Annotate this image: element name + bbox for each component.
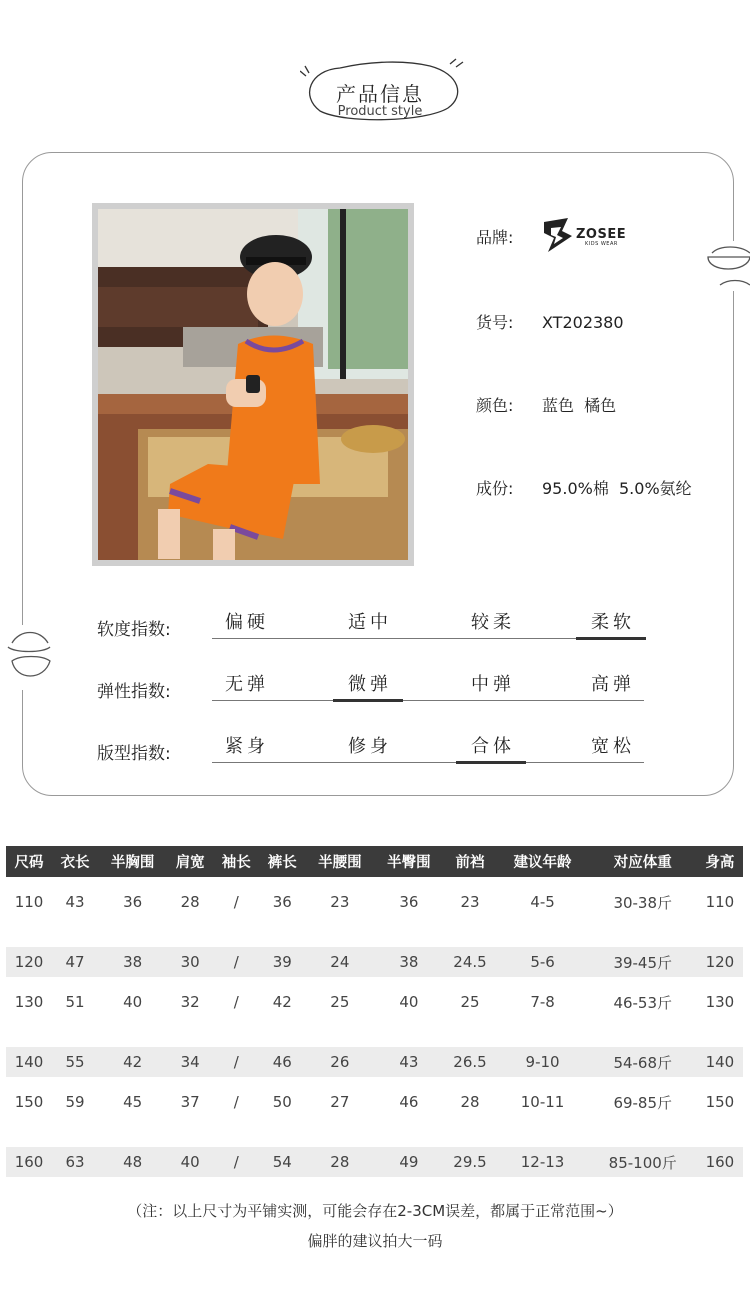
table-cell: 85-100斤 <box>589 1147 697 1177</box>
table-cell: / <box>213 947 259 977</box>
table-cell: 36 <box>123 893 143 911</box>
table-row <box>6 1047 743 1077</box>
table-cell: / <box>233 1093 239 1111</box>
table-cell: 38 <box>98 947 167 977</box>
table-row-spacer <box>6 1127 743 1147</box>
info-label-color: 颜色: <box>476 396 514 415</box>
table-cell: 46-53斤 <box>613 993 673 1012</box>
table-cell: 59 <box>65 1093 85 1111</box>
table-cell: 130 <box>14 993 44 1011</box>
size-table-header <box>6 846 743 877</box>
size-table-column-header: 对应体重 <box>589 846 697 877</box>
size-table <box>6 846 743 1177</box>
brand-tagline: KIDS WEAR <box>585 241 618 247</box>
table-cell: 5-6 <box>497 947 589 977</box>
table-cell: 42 <box>272 993 292 1011</box>
index-label: 软度指数: <box>97 620 171 640</box>
index-option: 宽松 <box>591 736 635 757</box>
table-cell: 40 <box>399 993 419 1011</box>
table-cell: 42 <box>98 1047 167 1077</box>
table-cell: 29.5 <box>443 1147 496 1177</box>
size-table-column-header: 尺码 <box>6 846 52 877</box>
size-table-column-header: 肩宽 <box>167 846 213 877</box>
table-cell: 34 <box>167 1047 213 1077</box>
table-cell: 26.5 <box>443 1047 496 1077</box>
index-option: 高弹 <box>591 674 635 695</box>
measurement-note: （注：以上尺寸为平铺实测，可能会存在2-3CM误差，都属于正常范围~） <box>127 1202 623 1220</box>
table-cell: 45 <box>123 1093 143 1111</box>
table-row <box>6 1077 743 1127</box>
index-option: 中弹 <box>471 674 515 695</box>
index-option: 柔软 <box>591 612 635 633</box>
size-table-body <box>6 877 743 1177</box>
size-table-column-header: 半臀围 <box>374 846 443 877</box>
table-cell: 120 <box>6 947 52 977</box>
table-cell: 30 <box>167 947 213 977</box>
table-cell: 49 <box>374 1147 443 1177</box>
index-option: 修身 <box>348 736 392 757</box>
index-label: 弹性指数: <box>97 682 171 702</box>
table-cell: 50 <box>272 1093 292 1111</box>
table-cell: 43 <box>65 893 85 911</box>
size-table-column-header: 半胸围 <box>98 846 167 877</box>
table-cell: 28 <box>460 1093 480 1111</box>
size-table-column-header: 衣长 <box>52 846 98 877</box>
index-option: 无弹 <box>225 674 269 695</box>
table-cell: 110 <box>705 893 735 911</box>
table-cell: 37 <box>180 1093 200 1111</box>
table-cell: / <box>233 893 239 911</box>
left-crescent-decoration <box>4 625 54 690</box>
info-value-color: 蓝色 橘色 <box>542 396 617 415</box>
index-option: 紧身 <box>225 736 269 757</box>
table-cell: 40 <box>167 1147 213 1177</box>
table-cell: 39 <box>259 947 305 977</box>
index-scale-line <box>212 700 644 701</box>
table-cell: 110 <box>14 893 44 911</box>
index-selected-marker <box>576 637 646 640</box>
index-scale-line <box>212 762 644 763</box>
index-selected-marker <box>333 699 403 702</box>
table-cell: 30-38斤 <box>613 893 673 912</box>
table-cell: / <box>233 993 239 1011</box>
brand-logo-icon <box>541 216 575 256</box>
size-table-column-header: 前裆 <box>443 846 496 877</box>
index-label: 版型指数: <box>97 744 171 764</box>
table-cell: 130 <box>705 993 735 1011</box>
table-cell: 150 <box>14 1093 44 1111</box>
table-cell: 24 <box>305 947 374 977</box>
table-cell: 54-68斤 <box>589 1047 697 1077</box>
table-cell: 54 <box>259 1147 305 1177</box>
table-cell: 43 <box>374 1047 443 1077</box>
header-subtitle: Product style <box>337 104 423 119</box>
info-label-item-number: 货号: <box>476 313 514 332</box>
table-cell: 120 <box>697 947 743 977</box>
info-label-material: 成份: <box>476 479 514 498</box>
table-row-spacer <box>6 927 743 947</box>
table-cell: / <box>213 1147 259 1177</box>
info-label-brand: 品牌: <box>476 228 514 247</box>
index-option: 偏硬 <box>225 612 269 633</box>
size-table-column-header: 袖长 <box>213 846 259 877</box>
table-cell: 47 <box>52 947 98 977</box>
size-table-column-header: 半腰围 <box>305 846 374 877</box>
table-cell: 51 <box>65 993 85 1011</box>
table-cell: 160 <box>697 1147 743 1177</box>
right-crescent-decoration <box>700 235 750 295</box>
table-cell: / <box>213 1047 259 1077</box>
table-cell: 23 <box>460 893 480 911</box>
table-row <box>6 877 743 927</box>
table-cell: 46 <box>259 1047 305 1077</box>
table-cell: 12-13 <box>497 1147 589 1177</box>
info-value-material: 95.0%棉 5.0%氨纶 <box>542 479 692 498</box>
index-selected-marker <box>456 761 526 764</box>
table-cell: 46 <box>399 1093 419 1111</box>
table-cell: 38 <box>374 947 443 977</box>
size-table-column-header: 身高 <box>697 846 743 877</box>
size-table-column-header: 建议年龄 <box>497 846 589 877</box>
section-header <box>300 56 460 126</box>
index-option: 微弹 <box>348 674 392 695</box>
product-photo-illustration <box>98 209 408 560</box>
table-cell: 36 <box>272 893 292 911</box>
table-row <box>6 1147 743 1177</box>
table-row <box>6 947 743 977</box>
brand-name: ZOSEE <box>576 227 627 242</box>
index-option: 较柔 <box>471 612 515 633</box>
table-cell: 25 <box>330 993 350 1011</box>
table-cell: 48 <box>98 1147 167 1177</box>
table-cell: 10-11 <box>520 1093 565 1111</box>
table-cell: 36 <box>399 893 419 911</box>
header-title: 产品信息 <box>336 82 424 106</box>
table-cell: 40 <box>123 993 143 1011</box>
table-cell: 69-85斤 <box>613 1093 673 1112</box>
brand-logo <box>541 214 641 258</box>
size-advice-note: 偏胖的建议拍大一码 <box>307 1232 443 1250</box>
index-option: 合体 <box>471 736 515 757</box>
table-cell: 24.5 <box>443 947 496 977</box>
table-cell: 39-45斤 <box>589 947 697 977</box>
table-cell: 27 <box>330 1093 350 1111</box>
table-cell: 150 <box>705 1093 735 1111</box>
table-cell: 9-10 <box>497 1047 589 1077</box>
table-row-spacer <box>6 1027 743 1047</box>
product-photo <box>92 203 414 566</box>
size-table-column-header: 裤长 <box>259 846 305 877</box>
info-row-brand <box>476 225 542 248</box>
info-row-color <box>476 393 616 416</box>
table-row <box>6 977 743 1027</box>
table-cell: 28 <box>305 1147 374 1177</box>
table-cell: 28 <box>180 893 200 911</box>
table-cell: 63 <box>52 1147 98 1177</box>
table-cell: 4-5 <box>530 893 555 911</box>
table-cell: 7-8 <box>530 993 555 1011</box>
table-cell: 25 <box>460 993 480 1011</box>
table-cell: 160 <box>6 1147 52 1177</box>
info-row-material <box>476 476 692 499</box>
table-cell: 26 <box>305 1047 374 1077</box>
info-row-item-number <box>476 310 624 333</box>
table-cell: 32 <box>180 993 200 1011</box>
table-cell: 55 <box>52 1047 98 1077</box>
table-cell: 140 <box>697 1047 743 1077</box>
info-value-item-number: XT202380 <box>542 313 624 332</box>
table-cell: 23 <box>330 893 350 911</box>
index-option: 适中 <box>348 612 392 633</box>
table-cell: 140 <box>6 1047 52 1077</box>
